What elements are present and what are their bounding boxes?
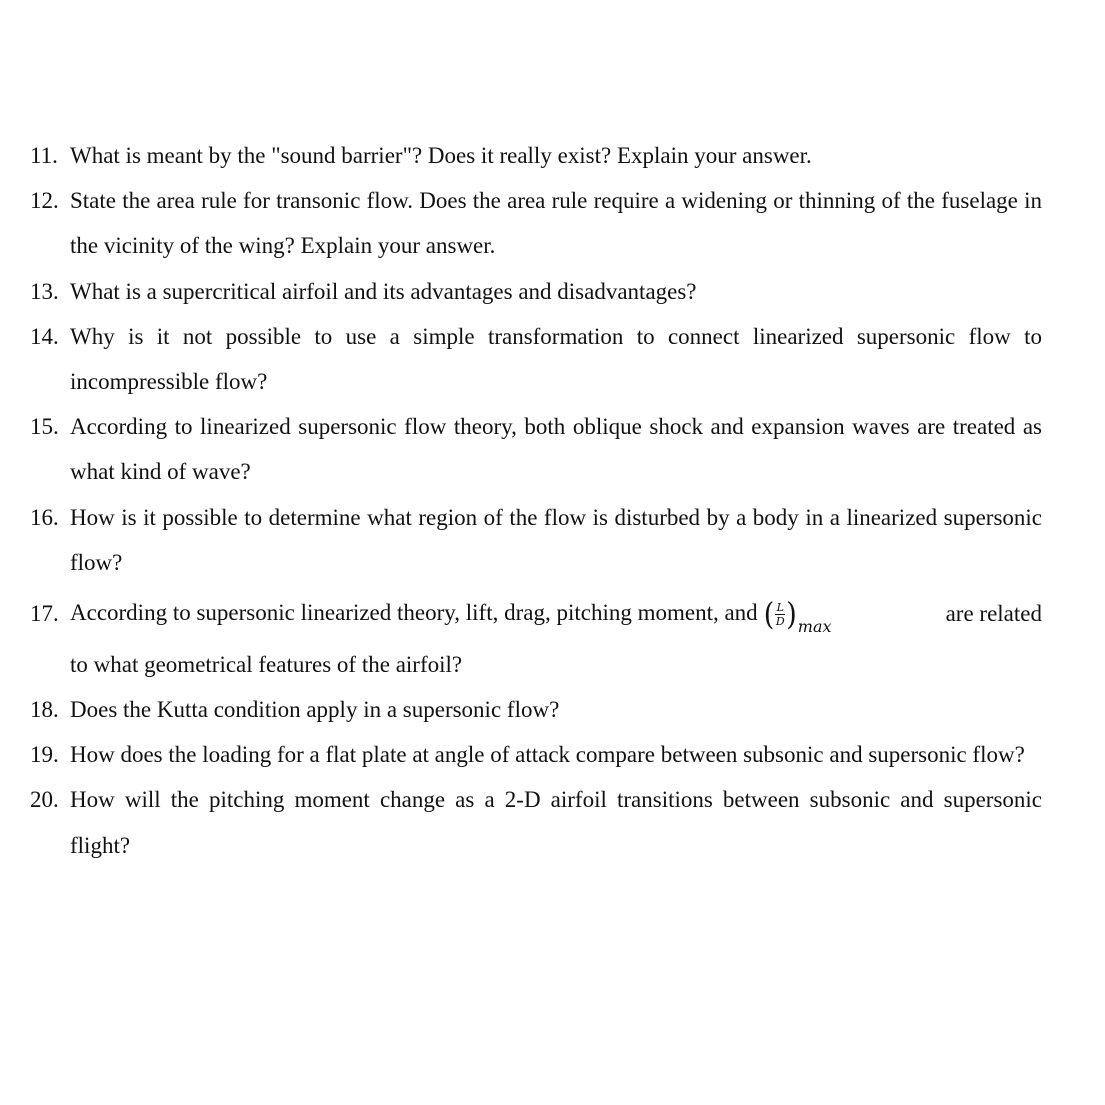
question-text: State the area rule for transonic flow. Does the area rule require a widening or thinning of the fuselage in the vicinity of the wing? Explain your answer. — [70, 188, 1042, 259]
question-number: 17. — [30, 601, 59, 627]
fraction-numerator: L — [776, 601, 784, 615]
question-text: Does the Kutta condition apply in a supersonic flow? — [70, 697, 560, 723]
formula-subscript: max — [797, 616, 832, 636]
question-number: 11. — [30, 143, 58, 168]
question-17-lead-text: According to supersonic linearized theory, lift, drag, pitching moment, and — [70, 600, 758, 626]
question-12 — [30, 178, 1042, 268]
question-text: According to linearized supersonic flow theory, both oblique shock and expansion waves are treated as what kind of wave? — [70, 414, 1042, 485]
question-16 — [30, 495, 1042, 585]
question-number: 15. — [30, 414, 59, 440]
question-text: What is a supercritical airfoil and its advantages and disadvantages? — [70, 278, 697, 304]
question-number: 18. — [30, 697, 59, 723]
question-17-text-after: are related — [945, 601, 1042, 627]
question-18 — [30, 687, 1042, 732]
question-text — [70, 585, 1042, 687]
question-14 — [30, 314, 1042, 404]
question-text: What is meant by the "sound barrier"? Does it really exist? Explain your answer. — [70, 143, 812, 168]
question-text: How will the pitching moment change as a 2-D airfoil transitions between subsonic and supersonic flight? — [70, 787, 1042, 858]
question-number: 14. — [30, 323, 59, 349]
question-number: 12. — [30, 188, 59, 214]
question-17-text-before — [70, 584, 832, 644]
question-number: 20. — [30, 787, 59, 813]
question-17-line-2: to what geometrical features of the airfoil? — [70, 652, 463, 678]
fraction-denominator: D — [775, 615, 785, 629]
question-19 — [30, 732, 1042, 777]
question-number: 13. — [30, 278, 59, 304]
lift-over-drag-fraction — [775, 602, 785, 627]
question-13 — [30, 269, 1042, 314]
question-20 — [30, 777, 1042, 867]
question-17-line-1 — [70, 585, 1042, 643]
question-11 — [30, 133, 1042, 178]
question-text: How is it possible to determine what region of the flow is disturbed by a body in a linearized supersonic flow? — [70, 504, 1042, 575]
question-text: Why is it not possible to use a simple transformation to connect linearized supersonic flow to incompressible flow? — [70, 323, 1042, 395]
question-number: 16. — [30, 504, 59, 530]
question-17 — [30, 585, 1042, 687]
formula-open-paren: ( — [763, 597, 775, 633]
question-number: 19. — [30, 742, 59, 768]
question-15 — [30, 404, 1042, 494]
formula-close-paren: ) — [786, 597, 797, 633]
lift-to-drag-max-formula — [764, 586, 832, 644]
question-list — [30, 133, 1042, 868]
question-text: How does the loading for a flat plate at angle of attack compare between subsonic and supersonic flow? — [70, 742, 1025, 768]
